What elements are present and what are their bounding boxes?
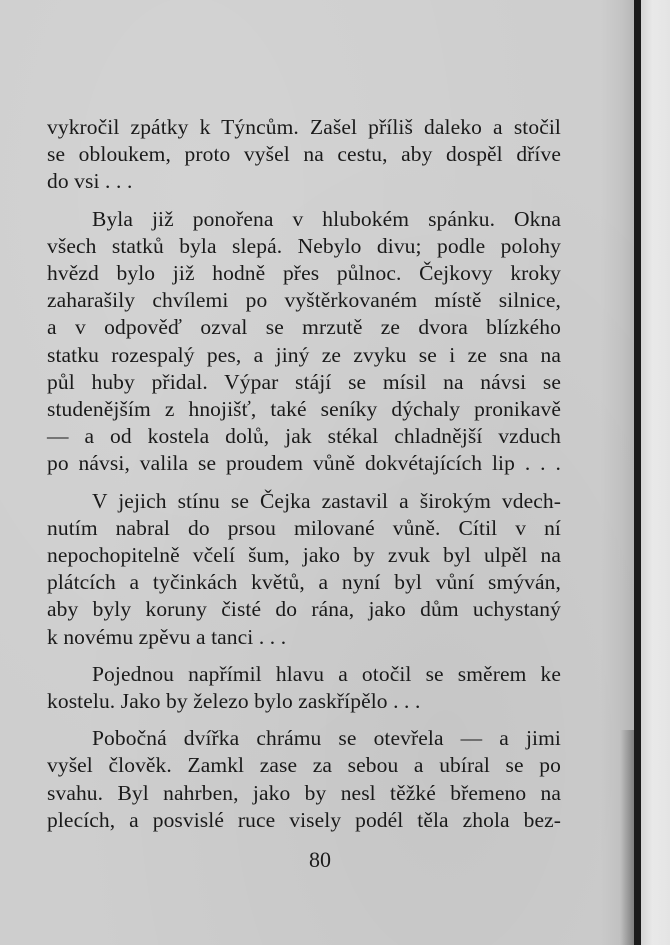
text-line: V jejich stínu se Čejka zastavil a širokým vdech-: [92, 488, 561, 513]
text-line: nutím nabral do prsou milované vůně. Cítil v ní: [47, 515, 561, 540]
text-line: nepochopitelně včelí šum, jako by zvuk byl ulpěl na: [47, 543, 561, 568]
text-line: a v odpověď ozval se mrzutě ze dvora blízkého: [47, 315, 561, 340]
paragraph: [47, 661, 561, 715]
text-line: zaharašily chvílemi po vyštěrkovaném místě silnice,: [47, 288, 561, 313]
text-line: plecích, a posvislé ruce visely podél těla zhola bez-: [47, 807, 561, 832]
text-line: po návsi, valila se proudem vůně dokvétajících lip . . .: [47, 451, 561, 476]
text-line: Byla již ponořena v hlubokém spánku. Okna: [92, 206, 561, 231]
page-number: 80: [309, 847, 331, 872]
text-line: plátcích a tyčinkách květů, a nyní byl vůní smýván,: [47, 570, 561, 595]
paragraph: [47, 206, 561, 478]
text-line: vykročil zpátky k Týncům. Zašel příliš daleko a stočil: [47, 115, 561, 139]
paragraph: [47, 488, 561, 651]
facing-page-edge: [641, 0, 670, 945]
text-line: studenějším z hnojišť, také seníky dýchaly pronikavě: [47, 397, 561, 422]
text-line: všech statků byla slepá. Nebylo divu; podle polohy: [47, 233, 561, 258]
book-spine: [634, 0, 641, 945]
text-line: k novému zpěvu a tanci . . .: [47, 624, 287, 649]
body-text: [47, 114, 561, 844]
text-line: hvězd bylo již hodně přes půlnoc. Čejkovy kroky: [47, 261, 561, 286]
text-line: Pobočná dvířka chrámu se otevřela — a jimi: [92, 726, 561, 751]
text-line: půl huby přidal. Výpar stájí se mísil na návsi se: [47, 369, 561, 394]
paragraph: [47, 114, 561, 196]
text-line: do vsi . . .: [47, 169, 133, 194]
text-line: se obloukem, proto vyšel na cestu, aby dospěl dříve: [47, 142, 561, 167]
text-line: statku rozespalý pes, a jiný ze zvyku se i ze sna na: [47, 342, 561, 367]
text-line: Pojednou napřímil hlavu a otočil se směrem ke: [92, 661, 561, 686]
text-line: kostelu. Jako by železo bylo zaskřípělo . . .: [47, 689, 421, 714]
text-line: vyšel člověk. Zamkl zase za sebou a ubíral se po: [47, 753, 561, 778]
text-line: aby byly koruny čisté do rána, jako dům uchystaný: [47, 597, 561, 622]
text-line: svahu. Byl nahrben, jako by nesl těžké břemeno na: [47, 780, 561, 805]
paragraph: [47, 725, 561, 834]
text-line: — a od kostela dolů, jak stékal chladnější vzduch: [47, 424, 561, 449]
